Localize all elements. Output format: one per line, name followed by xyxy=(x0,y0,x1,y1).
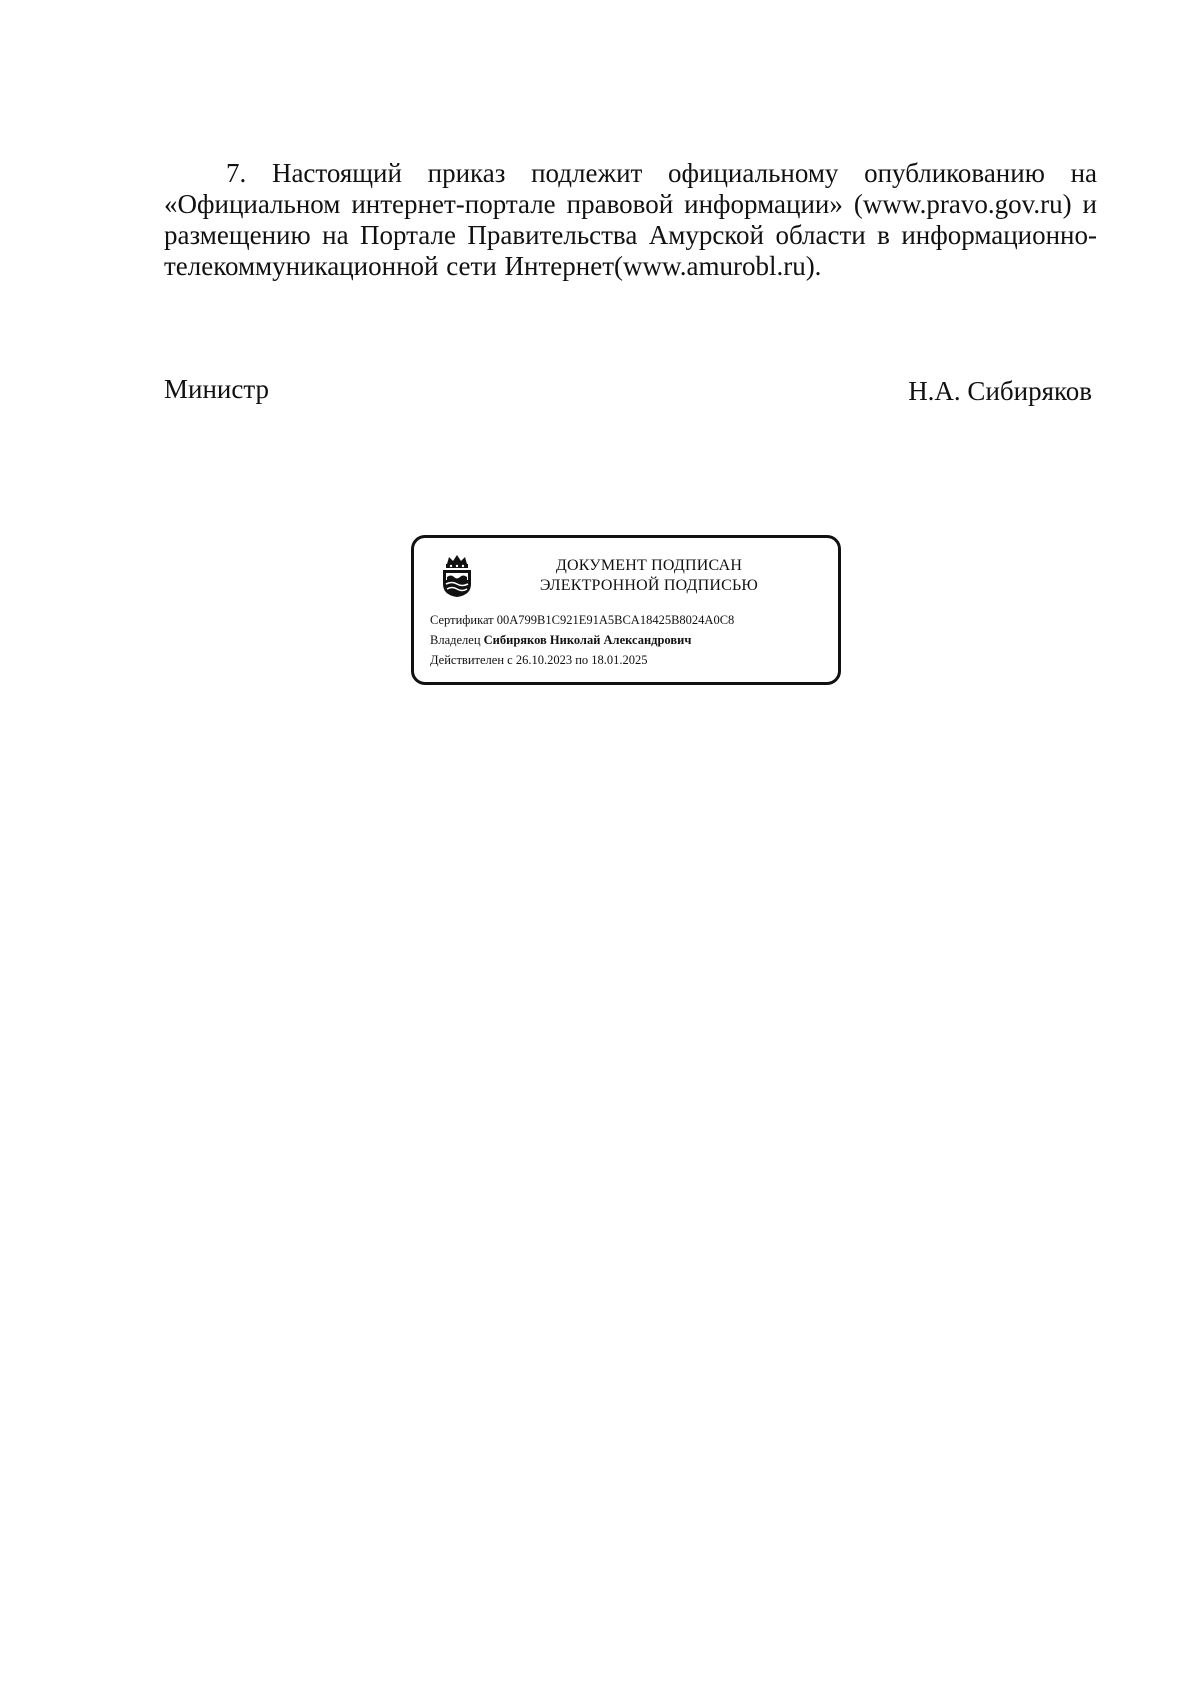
stamp-validity-line xyxy=(430,650,830,670)
paragraph-7: 7. Настоящий приказ подлежит официальному опубликованию на «Официальном интернет-портале правовой информации» (www.pravo.gov.ru) и размещению на Портале Правительства Амурской области в информационно-телекоммуникационной сети Интернет(www.amurobl.ru). xyxy=(164,158,1097,281)
signature-role: Министр xyxy=(164,374,269,404)
stamp-certificate-line xyxy=(430,610,830,630)
stamp-owner-line xyxy=(430,630,830,650)
stamp-details xyxy=(430,610,830,670)
stamp-title-line-1: ДОКУМЕНТ ПОДПИСАН xyxy=(555,557,743,574)
valid-from-date: 26.10.2023 xyxy=(515,653,573,667)
certificate-label: Сертификат xyxy=(430,613,494,627)
valid-to-date: 18.01.2025 xyxy=(591,653,648,667)
owner-label: Владелец xyxy=(430,633,481,647)
valid-label: Действителен xyxy=(430,653,505,667)
valid-from-prefix: с xyxy=(507,653,513,667)
valid-to-prefix: по xyxy=(575,653,589,667)
signature-name: Н.А. Сибиряков xyxy=(908,376,1092,406)
electronic-signature-stamp xyxy=(411,535,841,685)
coat-of-arms-icon xyxy=(440,554,474,598)
stamp-title xyxy=(514,556,784,596)
stamp-title-line-2: ЭЛЕКТРОННОЙ ПОДПИСЬЮ xyxy=(539,577,759,594)
owner-value: Сибиряков Николай Александрович xyxy=(483,633,692,647)
certificate-value: 00A799B1C921E91A5BCA18425B8024A0C8 xyxy=(496,613,735,627)
